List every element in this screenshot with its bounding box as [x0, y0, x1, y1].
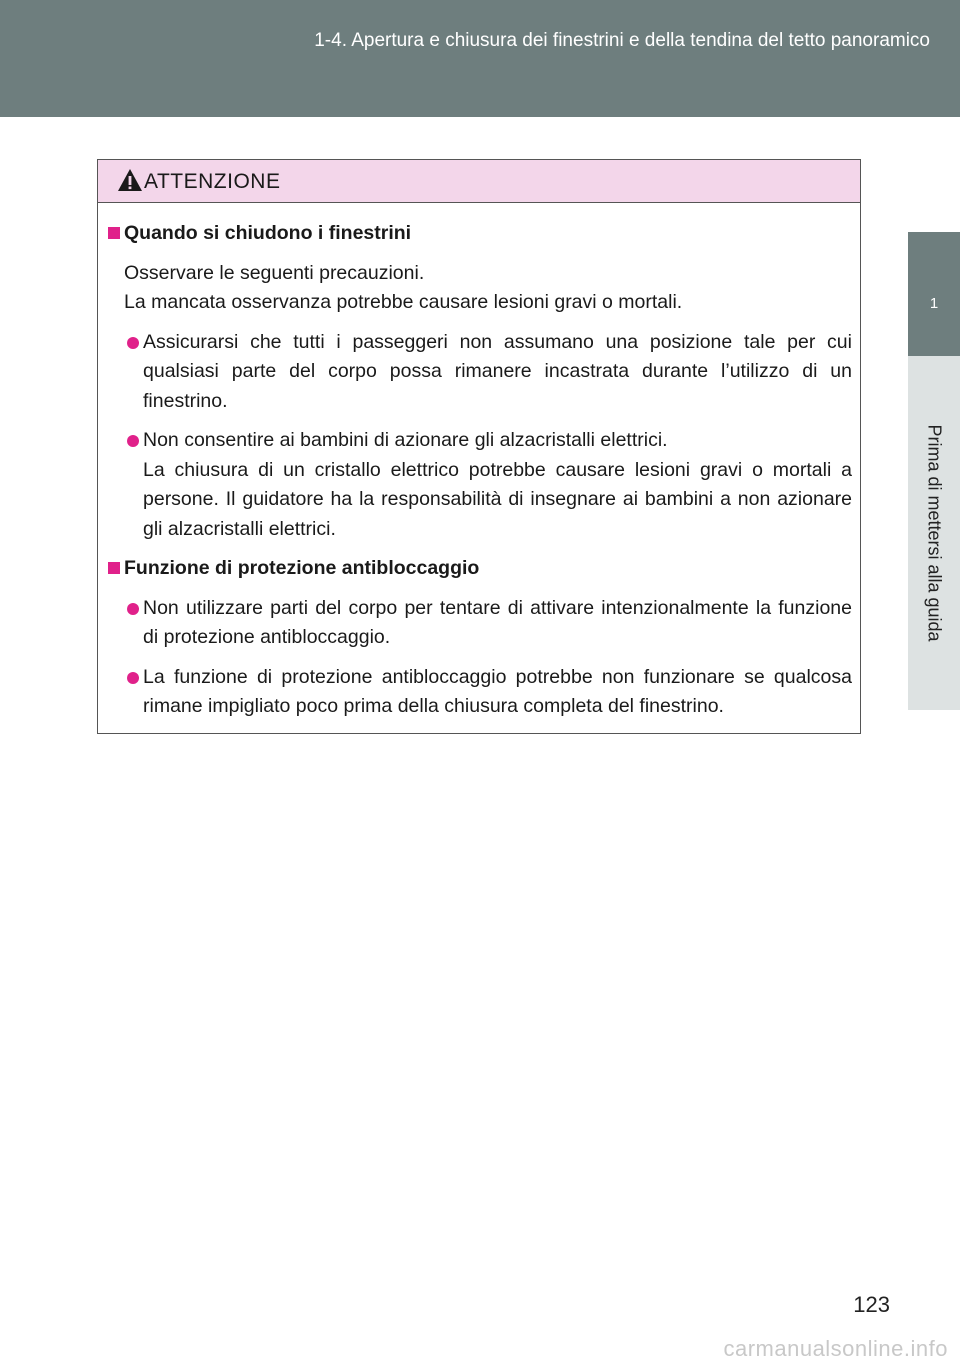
bullet-item — [98, 328, 852, 417]
round-bullet-icon — [127, 672, 139, 684]
bullet-text: Non consentire ai bambini di azionare gli alzacristalli elettrici. — [143, 429, 668, 451]
bullet-item — [98, 426, 852, 544]
square-bullet-icon — [108, 227, 120, 239]
bullet-text: Non utilizzare parti del corpo per tentare di attivare intenzionalmente la funzione di protezione antibloccaggio. — [143, 596, 852, 648]
warning-title: ATTENZIONE — [144, 170, 281, 193]
intro-line: La mancata osservanza potrebbe causare lesioni gravi o mortali. — [124, 291, 683, 313]
chapter-number: 1 — [929, 295, 939, 312]
warning-box — [97, 159, 861, 734]
round-bullet-icon — [127, 435, 139, 447]
page-number: 123 — [853, 1292, 890, 1317]
bullet-text: La funzione di protezione antibloccaggio potrebbe non funzionare se qualcosa rimane impigliato poco prima della chiusura completa del finestrino. — [143, 665, 852, 717]
square-bullet-icon — [108, 562, 120, 574]
intro-line: Osservare le seguenti precauzioni. — [124, 261, 425, 284]
warning-triangle-icon — [117, 168, 143, 192]
watermark: carmanualsonline.info — [723, 1336, 948, 1361]
chapter-title: Prima di mettersi alla guida — [924, 424, 945, 642]
warning-content — [98, 202, 860, 733]
round-bullet-icon — [127, 603, 139, 615]
section-heading — [98, 554, 852, 584]
header-bar — [0, 0, 960, 117]
section-heading — [98, 219, 852, 249]
chapter-tab — [908, 232, 960, 356]
bullet-text: Assicurarsi che tutti i passeggeri non assumano una posizione tale per cui qualsiasi parte del corpo possa rimanere incastrata durante l’utilizzo di un finestrino. — [143, 330, 852, 412]
warning-header — [98, 160, 860, 203]
section-title: 1-4. Apertura e chiusura dei finestrini e della tendina del tetto panoramico — [314, 30, 930, 51]
section-heading-text: Funzione di protezione antibloccaggio — [124, 557, 480, 579]
chapter-title-tab — [908, 356, 960, 710]
round-bullet-icon — [127, 337, 139, 349]
bullet-text-continuation: La chiusura di un cristallo elettrico potrebbe causare lesioni gravi o mortali a persone. Il guidatore ha la responsabilità di insegnare ai bambini a non azionare gli alzacristalli elettrici. — [143, 458, 852, 540]
section-heading-text: Quando si chiudono i finestrini — [124, 222, 412, 244]
bullet-item — [98, 663, 852, 722]
bullet-item — [98, 594, 852, 653]
intro-paragraph — [98, 259, 852, 318]
